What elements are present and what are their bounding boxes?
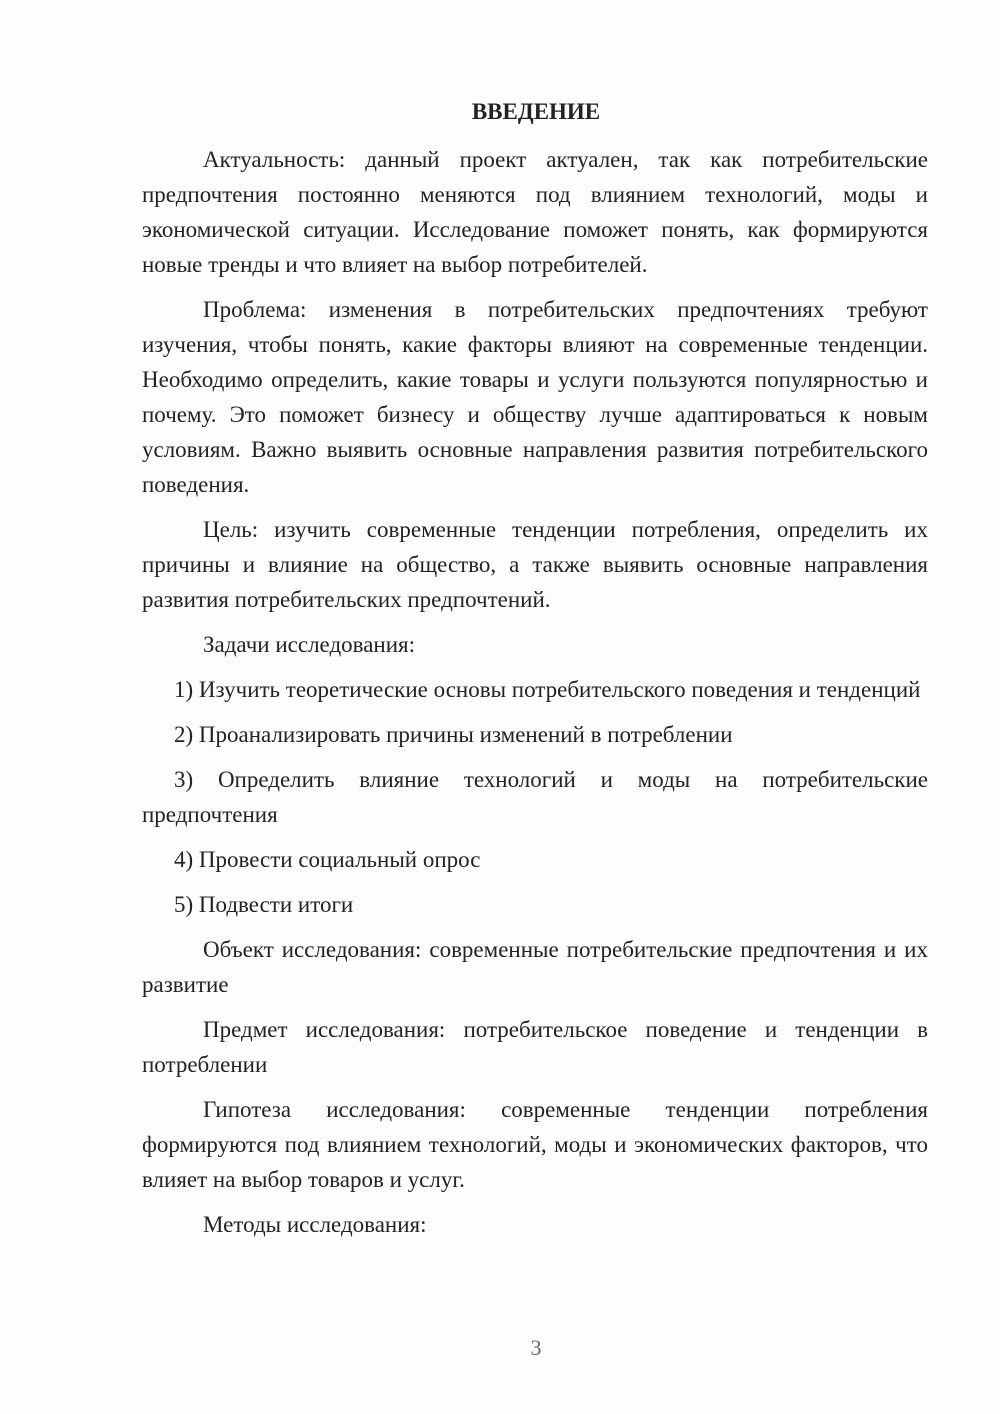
task-item-3: 3) Определить влияние технологий и моды на потребительские предпочтения <box>142 767 928 827</box>
section-title: ВВЕДЕНИЕ <box>471 99 601 124</box>
tasks-heading: Задачи исследования: <box>203 632 416 657</box>
problem-paragraph: Проблема: изменения в потребительских предпочтениях требуют изучения, чтобы понять, какие факторы влияют на современные тенденции. Необходимо определить, какие товары и услуги пользуются популярностью и почему. Это поможет бизнесу и обществу лучше адаптироваться к новым условиям. Важно выявить основные направления развития потребительского поведения. <box>142 297 928 497</box>
task-item-2: 2) Проанализировать причины изменений в потреблении <box>174 722 733 747</box>
task-item-1: 1) Изучить теоретические основы потребительского поведения и тенденций <box>174 677 921 702</box>
document-body <box>142 142 928 1252</box>
object-paragraph: Объект исследования: современные потребительские предпочтения и их развитие <box>142 937 928 997</box>
goal-paragraph: Цель: изучить современные тенденции потребления, определить их причины и влияние на общество, а также выявить основные направления развития потребительских предпочтений. <box>142 517 928 612</box>
hypothesis-paragraph: Гипотеза исследования: современные тенденции потребления формируются под влиянием технологий, моды и экономических факторов, что влияет на выбор товаров и услуг. <box>142 1097 928 1192</box>
subject-paragraph: Предмет исследования: потребительское поведение и тенденции в потреблении <box>142 1017 928 1077</box>
relevance-paragraph: Актуальность: данный проект актуален, так как потребительские предпочтения постоянно меняются под влиянием технологий, моды и экономической ситуации. Исследование поможет понять, как формируются новые тренды и что влияет на выбор потребителей. <box>142 147 928 277</box>
task-item-5: 5) Подвести итоги <box>174 892 354 917</box>
page-number: 3 <box>530 1335 542 1360</box>
task-item-4: 4) Провести социальный опрос <box>174 847 481 872</box>
methods-heading: Методы исследования: <box>203 1212 427 1237</box>
